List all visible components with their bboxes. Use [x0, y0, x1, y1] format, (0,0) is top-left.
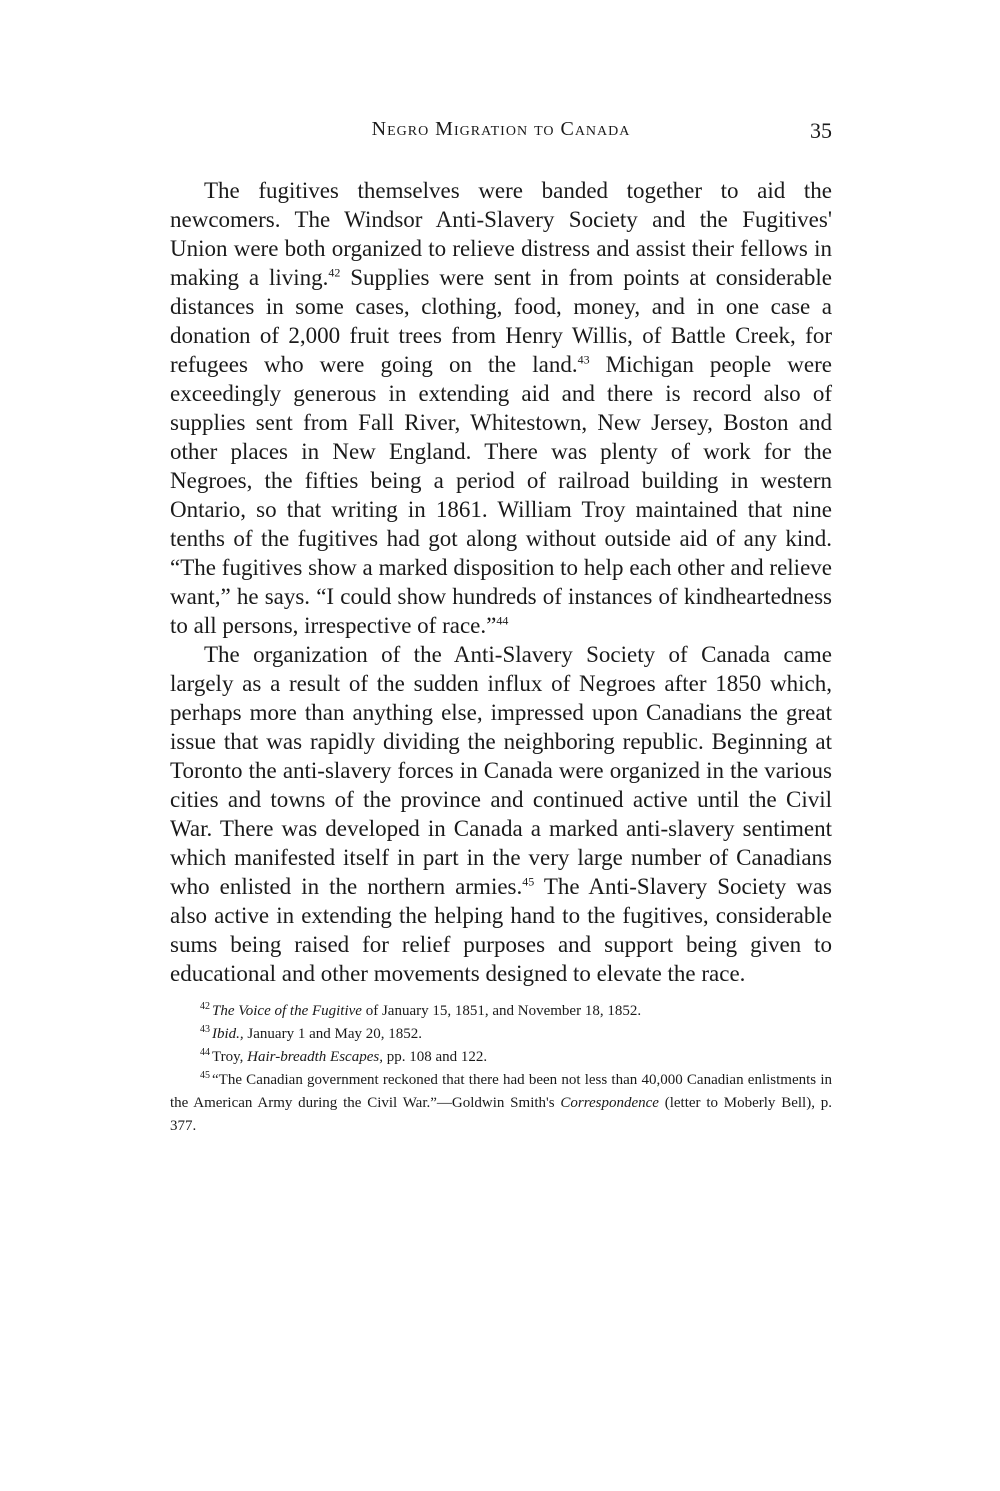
- footnote-43: [170, 1023, 832, 1046]
- paragraph-1-text-c: Michigan people were exceedingly generous in extending aid and there is record also of supplies sent from Fall River, Whitestown, New Jersey, Boston and other places in New England. There was plenty of work for the Negroes, the fifties being a period of railroad building in western Ontario, so that writing in 1861. William Troy maintained that nine tenths of the fugitives had got along without outside aid of any kind. “The fugitives show a marked disposition to help each other and relieve want,” he says. “I could show hundreds of instances of kindheartedness to all persons, irrespective of race.”: [170, 352, 832, 638]
- footnote-pre: “The Canadian government reckoned that there had been not less than 40,000 Canadian enlistments in the American Army during the Civil War.”—Goldwin Smith's: [170, 1072, 832, 1111]
- footnote-text: of January 15, 1851, and November 18, 1852.: [361, 1003, 642, 1019]
- footnote-text: January 1 and May 20, 1852.: [243, 1026, 422, 1042]
- footnote-42: [170, 1000, 832, 1023]
- footnote-ref-44: 44: [496, 613, 509, 628]
- body-text: [170, 176, 832, 988]
- footnote-text: (letter to Moberly Bell), p. 377.: [170, 1095, 832, 1134]
- paragraph-2-text-a: The organization of the Anti-Slavery Society of Canada came largely as a result of the sudden influx of Negroes after 1850 which, perhaps more than anything else, impressed upon Canadians the great issue that was rapidly dividing the neighboring republic. Beginning at Toronto the anti-slavery forces in Canada were organized in the various cities and towns of the province and continued active until the Civil War. There was developed in Canada a marked anti-slavery sentiment which manifested itself in part in the very large number of Canadians who enlisted in the northern armies.: [170, 642, 832, 899]
- paragraph-2: [170, 640, 832, 988]
- page-number: 35: [810, 118, 832, 143]
- running-head: [170, 118, 832, 148]
- footnote-44: [170, 1046, 832, 1069]
- footnote-italic: Hair-breadth Escapes,: [247, 1049, 383, 1065]
- paragraph-1-text-b: Supplies were sent in from points at considerable distances in some cases, clothing, food, money, and in one case a donation of 2,000 fruit trees from Henry Willis, of Battle Creek, for refugees who were going on the land.: [170, 265, 832, 377]
- footnote-number: 44: [200, 1047, 210, 1058]
- footnote-number: 45: [200, 1070, 210, 1081]
- footnote-ref-43: 43: [577, 352, 590, 367]
- footnote-45: [170, 1069, 832, 1138]
- footnote-ref-42: 42: [328, 265, 341, 280]
- footnote-text: pp. 108 and 122.: [382, 1049, 488, 1065]
- paragraph-1: [170, 176, 832, 640]
- footnote-italic: Ibid.,: [212, 1026, 244, 1042]
- footnote-pre: Troy,: [212, 1049, 248, 1065]
- footnote-italic: Correspondence: [560, 1095, 659, 1111]
- footnote-ref-45: 45: [522, 874, 535, 889]
- running-title: Negro Migration to Canada: [371, 118, 631, 140]
- footnotes: [170, 1000, 832, 1138]
- footnote-number: 43: [200, 1024, 210, 1035]
- footnote-italic: The Voice of the Fugitive: [212, 1003, 362, 1019]
- paragraph-1-text-a: The fugitives themselves were banded together to aid the newcomers. The Windsor Anti-Slavery Society and the Fugitives' Union were both organized to relieve distress and assist their fellows in making a living.: [170, 178, 832, 290]
- paragraph-2-text-b: The Anti-Slavery Society was also active in extending the helping hand to the fugitives, considerable sums being raised for relief purposes and support being given to educational and other movements designed to elevate the race.: [170, 874, 832, 986]
- book-page: [170, 118, 832, 1138]
- footnote-number: 42: [200, 1001, 210, 1012]
